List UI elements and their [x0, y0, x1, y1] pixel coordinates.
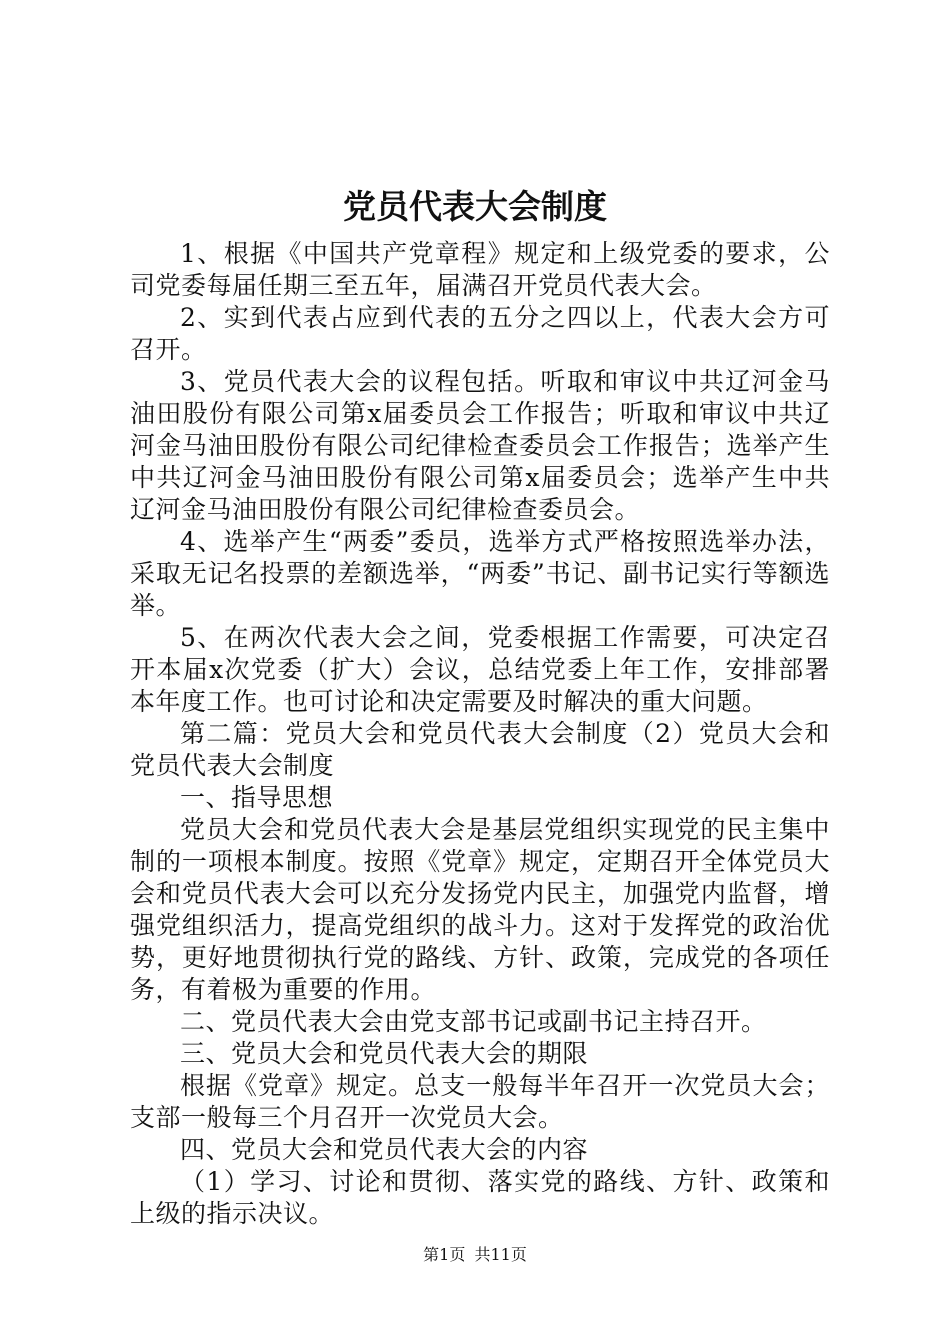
- document-body: [130, 238, 830, 1230]
- paragraph-2: 2、实到代表占应到代表的五分之四以上，代表大会方可召开。: [130, 303, 830, 364]
- paragraph-3: 3、党员代表大会的议程包括。听取和审议中共辽河金马油田股份有限公司第x届委员会工作报告；听取和审议中共辽河金马油田股份有限公司纪律检查委员会工作报告；选举产生中共辽河金马油田股份有限公司第x届委员会；选举产生中共辽河金马油田股份有限公司纪律检查委员会。: [130, 367, 830, 524]
- page-total: 共11页: [474, 1245, 527, 1264]
- paragraph-1: 1、根据《中国共产党章程》规定和上级党委的要求，公司党委每届任期三至五年，届满召开党员代表大会。: [130, 239, 830, 300]
- second-article-heading: 第二篇：党员大会和党员代表大会制度（2）党员大会和党员代表大会制度: [130, 719, 830, 780]
- section-heading-chairing: 二、党员代表大会由党支部书记或副书记主持召开。: [180, 1007, 767, 1036]
- section-heading-guiding-ideology: 一、指导思想: [180, 783, 334, 812]
- paragraph-guiding-ideology: 党员大会和党员代表大会是基层党组织实现党的民主集中制的一项根本制度。按照《党章》规定，定期召开全体党员大会和党员代表大会可以充分发扬党内民主，加强党内监督，增强党组织活力，提高党组织的战斗力。这对于发挥党的政治优势，更好地贯彻执行党的路线、方针、政策，完成党的各项任务，有着极为重要的作用。: [130, 815, 830, 1004]
- document-title: 党员代表大会制度: [343, 187, 607, 226]
- page-number: 第1页: [423, 1245, 466, 1264]
- paragraph-term: 根据《党章》规定。总支一般每半年召开一次党员大会；支部一般每三个月召开一次党员大会。: [130, 1071, 830, 1132]
- paragraph-5: 5、在两次代表大会之间，党委根据工作需要，可决定召开本届x次党委（扩大）会议，总结党委上年工作，安排部署本年度工作。也可讨论和决定需要及时解决的重大问题。: [130, 623, 830, 716]
- page-footer: [0, 1244, 950, 1266]
- paragraph-4: 4、选举产生“两委”委员，选举方式严格按照选举办法，采取无记名投票的差额选举，“两委”书记、副书记实行等额选举。: [130, 527, 830, 620]
- paragraph-content-item-1: （1）学习、讨论和贯彻、落实党的路线、方针、政策和上级的指示决议。: [130, 1167, 830, 1228]
- section-heading-term: 三、党员大会和党员代表大会的期限: [180, 1039, 589, 1068]
- section-heading-content: 四、党员大会和党员代表大会的内容: [180, 1135, 589, 1164]
